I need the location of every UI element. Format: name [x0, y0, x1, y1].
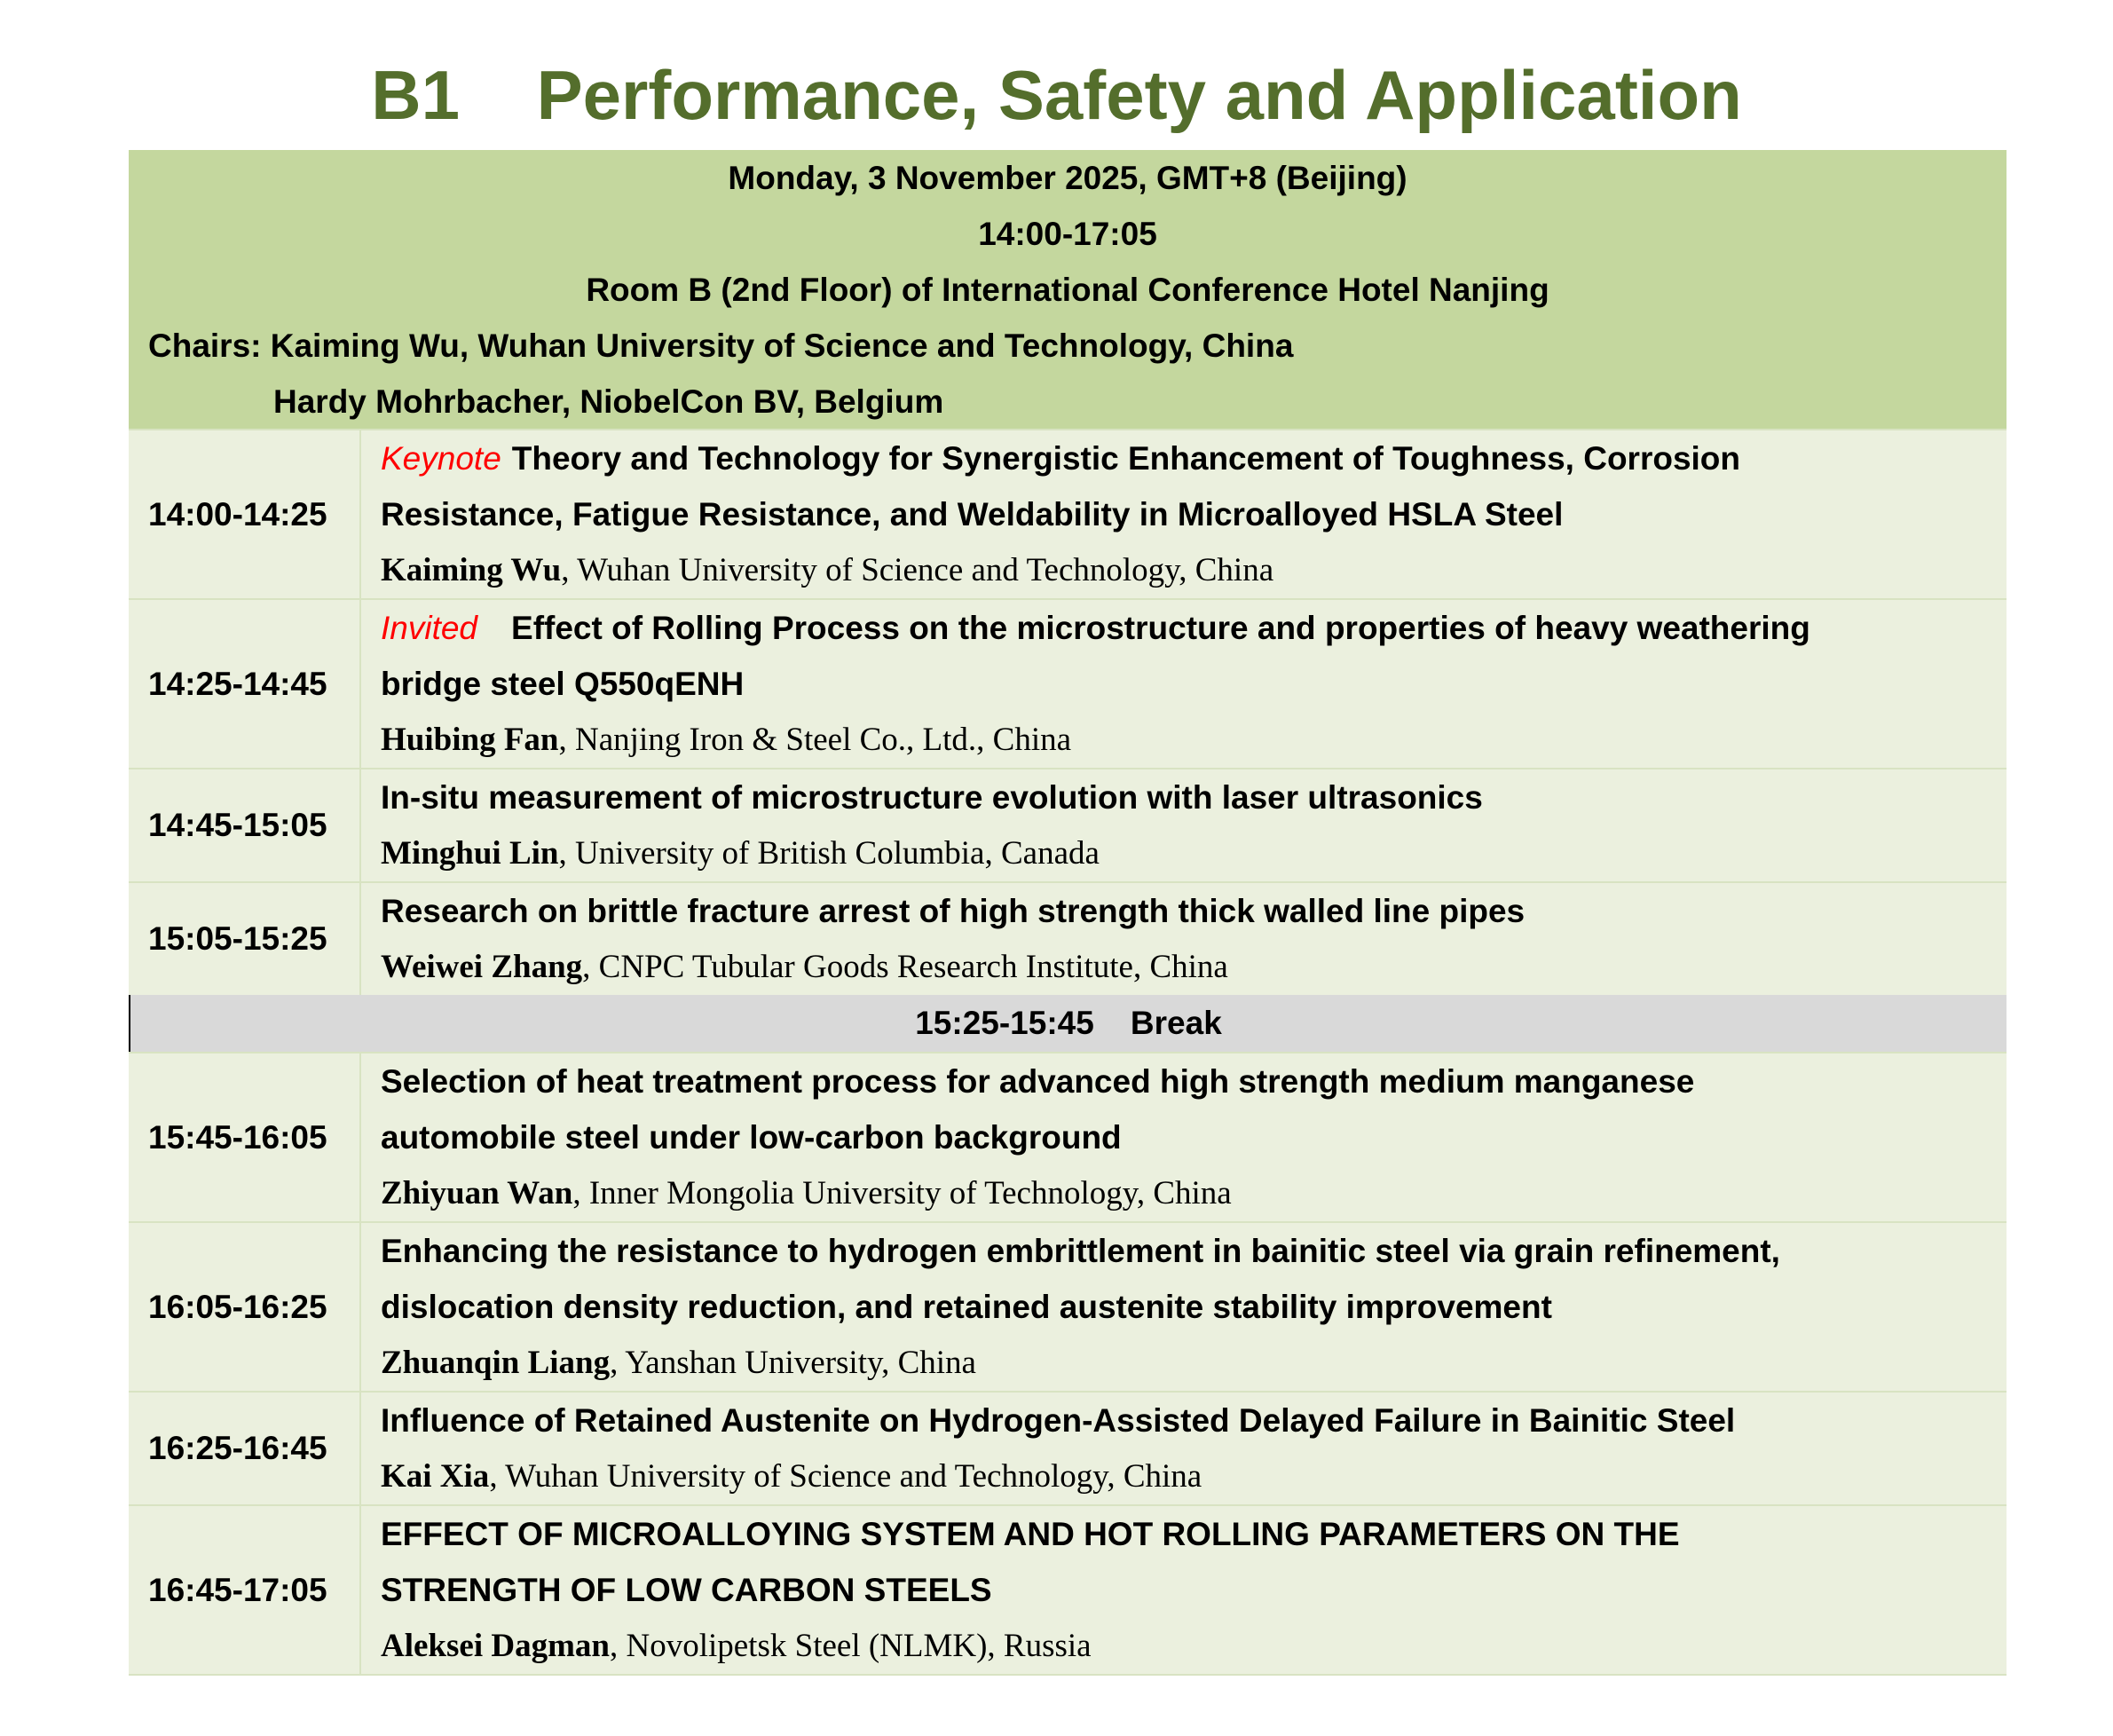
- talk-details: [361, 1053, 2007, 1221]
- speaker-affiliation: , Wuhan University of Science and Technology, China: [561, 552, 1274, 588]
- talk-title-line: [381, 769, 1987, 825]
- talk-title-text: Resistance, Fatigue Resistance, and Weldability in Microalloyed HSLA Steel: [381, 496, 1564, 533]
- speaker-name: Kai Xia: [381, 1458, 490, 1495]
- speaker-name: Huibing Fan: [381, 722, 559, 758]
- talk-title-line: [381, 1223, 1987, 1279]
- talk-speaker: [381, 939, 1987, 995]
- talk-row: [129, 881, 2007, 995]
- speaker-name: Zhiyuan Wan: [381, 1175, 573, 1211]
- talk-title-line: [381, 883, 1987, 939]
- talk-type-tag: Invited: [381, 610, 478, 646]
- talk-row: [129, 598, 2007, 768]
- session-chair-1: Chairs: Kaiming Wu, Wuhan University of Science and Technology, China: [148, 327, 1294, 364]
- talk-details: [361, 769, 2007, 881]
- talk-row: [129, 1052, 2007, 1221]
- speaker-affiliation: , Inner Mongolia University of Technology, China: [572, 1175, 1232, 1211]
- talk-title-line: [381, 1053, 1987, 1109]
- session-room: Room B (2nd Floor) of International Conference Hotel Nanjing: [586, 272, 1549, 308]
- talk-time: 16:45-17:05: [129, 1506, 361, 1674]
- talk-title-line: [381, 656, 1987, 712]
- speaker-name: Zhuanqin Liang: [381, 1345, 611, 1381]
- talk-time: 16:05-16:25: [129, 1223, 361, 1391]
- talk-type-tag: Keynote: [381, 440, 501, 477]
- talk-title-line: [381, 1279, 1987, 1335]
- talk-title-text: Enhancing the resistance to hydrogen embrittlement in bainitic steel via grain refinement,: [381, 1233, 1780, 1269]
- speaker-name: Minghui Lin: [381, 835, 559, 872]
- talk-title-line: [381, 1506, 1987, 1562]
- session-header: [129, 150, 2007, 429]
- talk-title-text: In-situ measurement of microstructure evolution with laser ultrasonics: [381, 779, 1483, 816]
- talk-title-line: [381, 1562, 1987, 1618]
- talk-time: 14:45-15:05: [129, 769, 361, 881]
- talk-speaker: [381, 542, 1987, 598]
- speaker-affiliation: , University of British Columbia, Canada: [558, 835, 1100, 872]
- page-title: B1 Performance, Safety and Application: [371, 56, 1742, 134]
- schedule-table: [129, 150, 2007, 1676]
- talk-details: [361, 883, 2007, 995]
- speaker-affiliation: , Novolipetsk Steel (NLMK), Russia: [609, 1628, 1092, 1664]
- talk-title-text: automobile steel under low-carbon background: [381, 1119, 1122, 1156]
- speaker-name: Aleksei Dagman: [381, 1628, 610, 1664]
- talk-speaker: [381, 825, 1987, 881]
- talk-row: [129, 1504, 2007, 1674]
- talk-title-line: [381, 486, 1987, 542]
- talk-title-line: [381, 600, 1987, 656]
- talk-speaker: [381, 1165, 1987, 1221]
- session-chair-2: Hardy Mohrbacher, NiobelCon BV, Belgium: [273, 383, 944, 420]
- speaker-affiliation: , Yanshan University, China: [610, 1345, 976, 1381]
- talk-title-text: Selection of heat treatment process for advanced high strength medium manganese: [381, 1063, 1695, 1100]
- talk-details: [361, 1506, 2007, 1674]
- talk-speaker: [381, 1448, 1987, 1504]
- talk-details: [361, 1223, 2007, 1391]
- talk-list: [129, 429, 2007, 1674]
- talk-title-line: [381, 1109, 1987, 1165]
- speaker-affiliation: , CNPC Tubular Goods Research Institute, China: [582, 949, 1228, 985]
- speaker-name: Weiwei Zhang: [381, 949, 583, 985]
- break-row: 15:25-15:45 Break: [129, 995, 2007, 1052]
- talk-speaker: [381, 712, 1987, 768]
- talk-title-text: Influence of Retained Austenite on Hydrogen-Assisted Delayed Failure in Bainitic Steel: [381, 1402, 1736, 1439]
- talk-title-line: [381, 1393, 1987, 1448]
- talk-title-text: STRENGTH OF LOW CARBON STEELS: [381, 1572, 992, 1608]
- talk-time: 14:25-14:45: [129, 600, 361, 768]
- talk-title-text: Research on brittle fracture arrest of high strength thick walled line pipes: [381, 893, 1526, 929]
- talk-row: [129, 1221, 2007, 1391]
- speaker-affiliation: , Wuhan University of Science and Technology, China: [489, 1458, 1202, 1495]
- talk-row: [129, 768, 2007, 881]
- talk-title-text: Effect of Rolling Process on the microstructure and properties of heavy weathering: [511, 610, 1810, 646]
- speaker-name: Kaiming Wu: [381, 552, 562, 588]
- talk-title-text: bridge steel Q550qENH: [381, 666, 745, 702]
- talk-speaker: [381, 1618, 1987, 1674]
- table-bottom-rule: [129, 1674, 2007, 1676]
- talk-title-text: dislocation density reduction, and retained austenite stability improvement: [381, 1289, 1552, 1325]
- talk-details: [361, 600, 2007, 768]
- talk-time: 14:00-14:25: [129, 430, 361, 598]
- talk-title-text: Theory and Technology for Synergistic Enhancement of Toughness, Corrosion: [511, 440, 1741, 477]
- talk-title-line: [381, 430, 1987, 486]
- session-date: Monday, 3 November 2025, GMT+8 (Beijing): [728, 160, 1407, 196]
- talk-time: 15:45-16:05: [129, 1053, 361, 1221]
- talk-speaker: [381, 1335, 1987, 1391]
- talk-title-text: EFFECT OF MICROALLOYING SYSTEM AND HOT ROLLING PARAMETERS ON THE: [381, 1516, 1680, 1552]
- talk-row: [129, 429, 2007, 598]
- talk-details: [361, 430, 2007, 598]
- talk-time: 16:25-16:45: [129, 1393, 361, 1504]
- talk-details: [361, 1393, 2007, 1504]
- talk-row: [129, 1391, 2007, 1504]
- speaker-affiliation: , Nanjing Iron & Steel Co., Ltd., China: [558, 722, 1072, 758]
- talk-time: 15:05-15:25: [129, 883, 361, 995]
- session-time: 14:00-17:05: [978, 216, 1157, 252]
